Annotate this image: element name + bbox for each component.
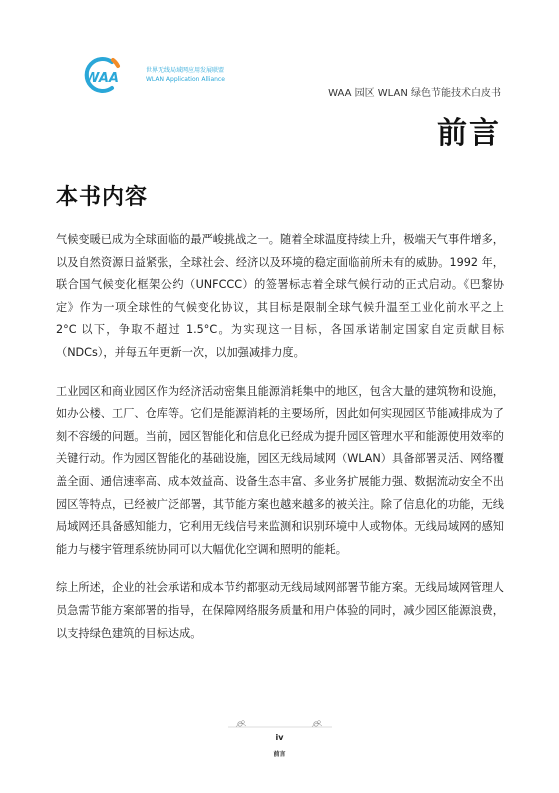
logo-mark-text: WAA bbox=[85, 71, 119, 86]
paragraph-climate: 气候变暖已成为全球面临的最严峻挑战之一。随着全球温度持续上升，极端天气事件增多，以及自然资源日益紧张，全球社会、经济以及环境的稳定面临前所未有的威胁。1992 年，联合国气候变化框架公约（UNFCCC）的签署标志着全球气候行动的正式启动。《巴黎协定》作为一项全球性的气候变化协议，其目标是限制全球气候升温至工业化前水平之上 2°C 以下，争取不超过 1.5°C。为实现这一目标，各国承诺制定国家自定贡献目标（NDCs），并每五年更新一次，以加强减排力度。 bbox=[56, 233, 504, 359]
paragraph-summary: 综上所述，企业的社会承诺和成本节约都驱动无线局域网部署节能方案。无线局域网管理人员急需节能方案部署的指导，在保障网络服务质量和用户体验的同时，减少园区能源浪费，以支持绿色建筑的目标达成。 bbox=[56, 581, 504, 640]
logo-cn-name: 世界无线局域网应用发展联盟 bbox=[146, 67, 225, 74]
logo-en-name: WLAN Application Alliance bbox=[146, 76, 225, 83]
document-title: WAA 园区 WLAN 绿色节能技术白皮书 bbox=[328, 88, 501, 99]
section-heading: 本书内容 bbox=[56, 185, 149, 210]
alliance-logo bbox=[76, 56, 276, 94]
footer-section-label: 前言 bbox=[273, 751, 286, 758]
page-number: iv bbox=[275, 733, 284, 742]
page-title: 前言 bbox=[437, 116, 501, 151]
waa-logo-mark-icon bbox=[76, 56, 142, 94]
section-body bbox=[56, 229, 504, 661]
paragraph-campus-wlan: 工业园区和商业园区作为经济活动密集且能源消耗集中的地区，包含大量的建筑物和设施，如办公楼、工厂、仓库等。它们是能源消耗的主要场所，因此如何实现园区节能减排成为了刻不容缓的问题。当前，园区智能化和信息化已经成为提升园区管理水平和能源使用效率的关键行动。作为园区智能化的基础设施，园区无线局域网（WLAN）具备部署灵活、网络覆盖全面、通信速率高、成本效益高、设备生态丰富、多业务扩展能力强、数据流动安全不出园区等特点，已经被广泛部署，其节能方案也越来越多的被关注。除了信息化的功能，无线局域网还具备感知能力，它利用无线信号来监测和识别环境中人或物体。无线局域网的感知能力与楼宇管理系统协同可以大幅优化空调和照明的能耗。 bbox=[56, 384, 504, 556]
footer-ornament-icon bbox=[228, 718, 332, 732]
